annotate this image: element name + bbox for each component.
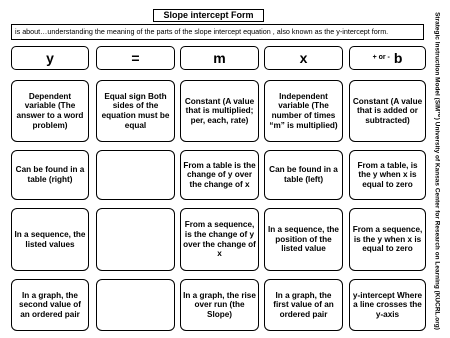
cell-r3-c5: From a sequence, is the y when x is equal to zero: [349, 208, 426, 271]
cell-r3-c3: From a sequence, is the change of y over the change of x: [180, 208, 259, 271]
cell-r1-c4: Independent variable (The number of times “m” is multiplied): [264, 80, 343, 142]
page-title: Slope intercept Form: [153, 9, 264, 22]
cell-r3-c1: In a sequence, the listed values: [11, 208, 89, 271]
cell-r2-c3: From a table is the change of y over the change of x: [180, 150, 259, 200]
header-m: m: [180, 46, 259, 70]
cell-r2-c2: [96, 150, 175, 200]
cell-r1-c5: Constant (A value that is added or subtracted): [349, 80, 426, 142]
cell-r3-c2: [96, 208, 175, 271]
cell-r4-c1: In a graph, the second value of an ordered pair: [11, 279, 89, 331]
cell-r2-c1: Can be found in a table (right): [11, 150, 89, 200]
cell-r1-c2: Equal sign Both sides of the equation must be equal: [96, 80, 175, 142]
header-y: y: [11, 46, 89, 70]
cell-r3-c4: In a sequence, the position of the listed value: [264, 208, 343, 271]
header-equals: =: [96, 46, 175, 70]
cell-r4-c4: In a graph, the first value of an ordered pair: [264, 279, 343, 331]
header-b: + or - b: [349, 46, 426, 70]
cell-r2-c4: Can be found in a table (left): [264, 150, 343, 200]
header-x: x: [264, 46, 343, 70]
cell-r4-c3: In a graph, the rise over run (the Slope): [180, 279, 259, 331]
cell-r1-c1: Dependent variable (The answer to a word problem): [11, 80, 89, 142]
cell-r4-c5: y-intercept Where a line crosses the y-axis: [349, 279, 426, 331]
cell-r1-c3: Constant (A value that is multiplied; per, each, rate): [180, 80, 259, 142]
cell-r2-c5: From a table, is the y when x is equal to zero: [349, 150, 426, 200]
side-credit: Strategic Instruction Model (SIM™) University of Kansas Center for Research on Learning (KUCRL.org): [433, 12, 441, 330]
subtitle: is about…understanding the meaning of the parts of the slope intercept equation , also known as the y-intercept form.: [11, 24, 424, 40]
cell-r4-c2: [96, 279, 175, 331]
